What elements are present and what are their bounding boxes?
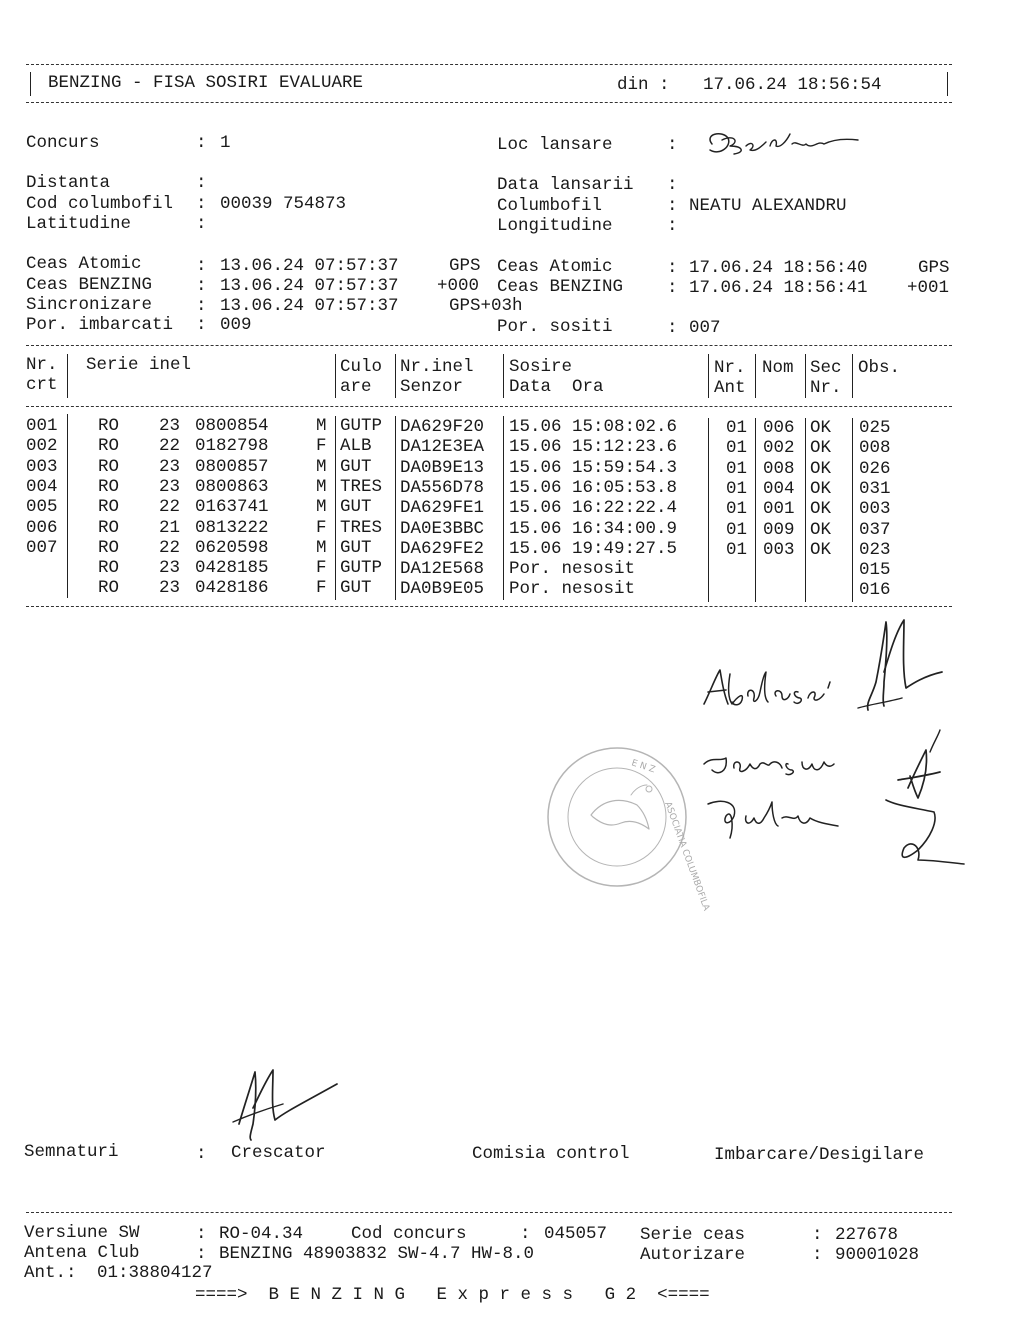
- footer-banner: ====> B E N Z I N G E x p r e s s G 2 <====: [195, 1285, 710, 1305]
- colon: :: [812, 1225, 823, 1245]
- sincronizare-src: GPS+03h: [449, 296, 523, 316]
- cell-ant: 01: [726, 438, 748, 459]
- col-sep: [335, 354, 336, 398]
- colon: :: [667, 278, 678, 298]
- por-imbarcati-value: 009: [220, 315, 252, 335]
- cell-nom: 008: [763, 458, 795, 479]
- cell-year: 22: [159, 497, 181, 518]
- cell-sensor: DA0B9E13: [400, 457, 485, 478]
- header-culo: Culo: [340, 357, 383, 377]
- cell-color: GUTP: [340, 558, 383, 579]
- cell-arrival: Por. nesosit: [509, 559, 636, 580]
- table-top-rule: [26, 345, 952, 346]
- cell-obs: 037: [859, 519, 891, 540]
- cell-obs: 025: [859, 418, 891, 438]
- cell-ring-number: 0800863: [195, 476, 269, 497]
- cell-ring-number: 0800857: [195, 456, 269, 477]
- colon: :: [196, 133, 207, 153]
- cell-arrival: 15.06 19:49:27.5: [509, 538, 678, 559]
- cell-sec: OK: [810, 519, 832, 540]
- cell-sec: OK: [810, 438, 832, 459]
- cell-ring-number: 0428186: [195, 578, 269, 599]
- cell-country: RO: [98, 578, 120, 599]
- colon: :: [196, 1144, 207, 1164]
- cell-sensor: DA12E3EA: [400, 437, 485, 458]
- versiune-sw-label: Versiune SW: [24, 1223, 140, 1243]
- cell-nom: 006: [763, 418, 795, 438]
- cell-year: 23: [159, 578, 181, 599]
- cell-year: 22: [159, 436, 181, 457]
- cell-color: GUT: [340, 578, 372, 599]
- cell-sex: F: [316, 517, 327, 538]
- cod-concurs-value: 045057: [544, 1224, 608, 1244]
- cell-sensor: DA12E568: [400, 559, 485, 580]
- columbofil-name: NEATU ALEXANDRU: [689, 196, 847, 216]
- semnaturi-label: Semnaturi: [24, 1142, 119, 1162]
- ceas-benzing-start-offset: +000: [437, 276, 480, 296]
- cell-year: 23: [159, 456, 181, 477]
- cell-nr: 003: [26, 456, 58, 477]
- colon: :: [196, 1224, 207, 1244]
- data-lansarii-label: Data lansarii: [497, 175, 634, 195]
- cell-nr: 005: [26, 497, 58, 518]
- colon: :: [667, 135, 678, 155]
- cell-nr: 004: [26, 476, 58, 497]
- cell-sec: OK: [810, 418, 832, 438]
- cell-country: RO: [98, 517, 120, 538]
- cell-obs: 023: [859, 539, 891, 560]
- cell-sensor: DA629FE1: [400, 498, 485, 519]
- cell-sex: F: [316, 558, 327, 579]
- header-nr-ant: Nr.: [714, 358, 746, 378]
- cell-arrival: 15.06 15:12:23.6: [509, 437, 678, 458]
- cell-sensor: DA0B9E05: [400, 579, 485, 600]
- cell-country: RO: [98, 416, 120, 436]
- cell-sensor: DA629F20: [400, 417, 485, 437]
- handwritten-release-location: [700, 124, 865, 164]
- col-sep: [67, 354, 68, 398]
- cell-ring-number: 0182798: [195, 436, 269, 457]
- header-sec: Sec: [810, 358, 842, 378]
- cell-arrival: Por. nesosit: [509, 579, 636, 600]
- col-sep: [708, 354, 709, 398]
- table-header-rule: [26, 406, 952, 407]
- cell-color: GUT: [340, 456, 372, 477]
- ceas-atomic-start-src: GPS: [449, 256, 481, 276]
- cell-arrival: 15.06 16:05:53.8: [509, 477, 678, 498]
- header-bottom-rule: [26, 102, 952, 103]
- cell-year: 23: [159, 558, 181, 579]
- ceas-atomic-end-label: Ceas Atomic: [497, 257, 613, 277]
- print-datetime: 17.06.24 18:56:54: [703, 75, 882, 95]
- cell-sec: OK: [810, 458, 832, 479]
- cell-ant: 01: [726, 458, 748, 479]
- colon: :: [520, 1224, 531, 1244]
- cell-ring-number: 0163741: [195, 497, 269, 518]
- colon: :: [196, 315, 207, 335]
- colon: :: [196, 1244, 207, 1264]
- cod-concurs-label: Cod concurs: [351, 1224, 467, 1244]
- ceas-benzing-end: 17.06.24 18:56:41: [689, 278, 868, 298]
- versiune-sw-value: RO-04.34: [219, 1224, 304, 1244]
- sincronizare-value: 13.06.24 07:57:37: [220, 296, 399, 316]
- colon: :: [196, 214, 207, 234]
- ant-value: 01:38804127: [97, 1263, 213, 1283]
- stamp-text: E N Z: [630, 758, 657, 776]
- colon: :: [196, 276, 207, 296]
- cell-sec: OK: [810, 499, 832, 520]
- cell-year: 22: [159, 537, 181, 558]
- cell-sex: F: [316, 436, 327, 457]
- cell-nr: 002: [26, 436, 58, 457]
- header-nr: Nr.: [26, 355, 58, 375]
- antena-club-label: Antena Club: [24, 1243, 140, 1263]
- document-title: BENZING - FISA SOSIRI EVALUARE: [48, 73, 364, 93]
- cell-color: GUTP: [340, 416, 383, 436]
- club-stamp: [545, 745, 711, 913]
- cell-year: 23: [159, 476, 181, 497]
- header-obs: Obs.: [858, 358, 901, 378]
- cell-country: RO: [98, 456, 120, 477]
- header-nom: Nom: [762, 358, 794, 378]
- col-sep: [395, 354, 396, 398]
- cell-arrival: 15.06 15:59:54.3: [509, 457, 678, 478]
- cell-country: RO: [98, 497, 120, 518]
- col-sep: [395, 416, 396, 600]
- cell-ring-number: 0620598: [195, 537, 269, 558]
- cell-nom: 009: [763, 519, 795, 540]
- col-sep: [805, 418, 806, 602]
- comisia-control-label: Comisia control: [472, 1144, 630, 1164]
- cell-country: RO: [98, 436, 120, 457]
- crescator-label: Crescator: [231, 1143, 326, 1163]
- header-are: are: [340, 377, 372, 397]
- cell-sensor: DA0E3BBC: [400, 518, 485, 539]
- imbarcare-desigilare-label: Imbarcare/Desigilare: [714, 1145, 925, 1165]
- cell-sex: M: [316, 497, 327, 518]
- columbofil-label: Columbofil: [497, 196, 603, 216]
- col-sep: [805, 354, 806, 398]
- sincronizare-label: Sincronizare: [26, 295, 153, 315]
- colon: :: [667, 216, 678, 236]
- cell-color: GUT: [340, 497, 372, 518]
- footer-rule: [26, 1212, 952, 1213]
- cell-sex: M: [316, 456, 327, 477]
- cell-nom: 004: [763, 478, 795, 499]
- por-imbarcati-label: Por. imbarcati: [26, 315, 174, 335]
- header-crt: crt: [26, 375, 58, 395]
- serie-ceas-label: Serie ceas: [640, 1225, 746, 1245]
- cell-sensor: DA556D78: [400, 477, 485, 498]
- crescator-signature: [225, 1062, 355, 1147]
- cell-obs: 015: [859, 560, 891, 581]
- col-sep: [503, 354, 504, 398]
- ceas-atomic-start: 13.06.24 07:57:37: [220, 256, 399, 276]
- cell-obs: 008: [859, 438, 891, 459]
- cell-ant: 01: [726, 499, 748, 520]
- col-sep: [503, 416, 504, 600]
- ceas-benzing-start: 13.06.24 07:57:37: [220, 276, 399, 296]
- cell-nom: 002: [763, 438, 795, 459]
- cell-country: RO: [98, 476, 120, 497]
- cell-color: TRES: [340, 476, 383, 497]
- ceas-benzing-end-label: Ceas BENZING: [497, 277, 624, 297]
- cell-obs: 003: [859, 499, 891, 520]
- cell-ring-number: 0800854: [195, 416, 269, 436]
- longitudine-label: Longitudine: [497, 216, 613, 236]
- cell-obs: 031: [859, 478, 891, 499]
- stamp-lettering: ASOCIATIA COLUMBOFILA: [662, 800, 711, 913]
- cell-color: ALB: [340, 436, 372, 457]
- col-sep: [852, 418, 853, 602]
- col-sep: [755, 418, 756, 602]
- header-top-rule: [26, 64, 952, 65]
- header-data-ora: Data Ora: [509, 377, 604, 397]
- concurs-value: 1: [220, 133, 231, 153]
- cell-arrival: 15.06 16:34:00.9: [509, 518, 678, 539]
- cell-obs: 016: [859, 580, 891, 601]
- cell-nr: 006: [26, 517, 58, 538]
- autorizare-label: Autorizare: [640, 1245, 746, 1265]
- col-sep: [335, 416, 336, 600]
- cell-ant: 01: [726, 519, 748, 540]
- cell-ring-number: 0813222: [195, 517, 269, 538]
- cell-country: RO: [98, 537, 120, 558]
- cell-arrival: 15.06 15:08:02.6: [509, 417, 678, 437]
- commission-signatures: [698, 612, 958, 872]
- distanta-label: Distanta: [26, 173, 111, 193]
- cell-arrival: 15.06 16:22:22.4: [509, 498, 678, 519]
- colon: :: [667, 318, 678, 338]
- ant-label: Ant.:: [24, 1263, 77, 1283]
- cell-ant: 01: [726, 418, 748, 438]
- cod-columbofil-value: 00039 754873: [220, 194, 347, 214]
- header-ant: Ant: [714, 378, 746, 398]
- cod-columbofil-label: Cod columbofil: [26, 194, 174, 214]
- colon: :: [667, 196, 678, 216]
- colon: :: [812, 1245, 823, 1265]
- col-sep: [708, 418, 709, 602]
- cell-nom: 003: [763, 539, 795, 560]
- header-senzor: Senzor: [400, 377, 464, 397]
- concurs-label: Concurs: [26, 133, 100, 153]
- table-bottom-rule: [26, 606, 952, 607]
- colon: :: [196, 173, 207, 193]
- cell-obs: 026: [859, 458, 891, 479]
- colon: :: [196, 194, 207, 214]
- cell-year: 23: [159, 416, 181, 436]
- loc-lansare-label: Loc lansare: [497, 135, 613, 155]
- cell-nom: 001: [763, 499, 795, 520]
- ceas-atomic-label: Ceas Atomic: [26, 254, 142, 274]
- latitudine-label: Latitudine: [26, 214, 132, 234]
- cell-sec: OK: [810, 539, 832, 560]
- cell-ring-number: 0428185: [195, 558, 269, 579]
- col-sep: [852, 354, 853, 398]
- ceas-atomic-end: 17.06.24 18:56:40: [689, 258, 868, 278]
- cell-sex: M: [316, 416, 327, 436]
- header-serie-inel: Serie inel: [86, 355, 192, 375]
- cell-year: 21: [159, 517, 181, 538]
- cell-ant: 01: [726, 478, 748, 499]
- cell-nr: 007: [26, 537, 58, 558]
- col-sep: [755, 354, 756, 398]
- cell-sensor: DA629FE2: [400, 538, 485, 559]
- ceas-atomic-end-src: GPS: [918, 258, 950, 278]
- cell-color: GUT: [340, 537, 372, 558]
- autorizare-value: 90001028: [835, 1245, 920, 1265]
- por-sositi-label: Por. sositi: [497, 317, 613, 337]
- colon: :: [667, 258, 678, 278]
- header-sec-nr: Nr.: [810, 378, 842, 398]
- serie-ceas-value: 227678: [835, 1225, 899, 1245]
- cell-sex: M: [316, 476, 327, 497]
- header-sosire: Sosire: [509, 357, 573, 377]
- ceas-benzing-label: Ceas BENZING: [26, 275, 153, 295]
- ceas-benzing-end-offset: +001: [907, 278, 950, 298]
- header-right-bar: [947, 72, 948, 96]
- col-sep: [67, 414, 68, 598]
- cell-sec: OK: [810, 478, 832, 499]
- cell-nr: 001: [26, 416, 58, 436]
- cell-color: TRES: [340, 517, 383, 538]
- colon: :: [667, 175, 678, 195]
- date-label: din :: [617, 75, 670, 95]
- cell-sex: F: [316, 578, 327, 599]
- header-nr-inel: Nr.inel: [400, 357, 474, 377]
- cell-ant: 01: [726, 539, 748, 560]
- cell-sex: M: [316, 537, 327, 558]
- colon: :: [196, 256, 207, 276]
- header-left-bar: [30, 72, 31, 96]
- antena-club-value: BENZING 48903832 SW-4.7 HW-8.0: [219, 1244, 535, 1264]
- por-sositi-value: 007: [689, 318, 721, 338]
- colon: :: [196, 296, 207, 316]
- cell-country: RO: [98, 558, 120, 579]
